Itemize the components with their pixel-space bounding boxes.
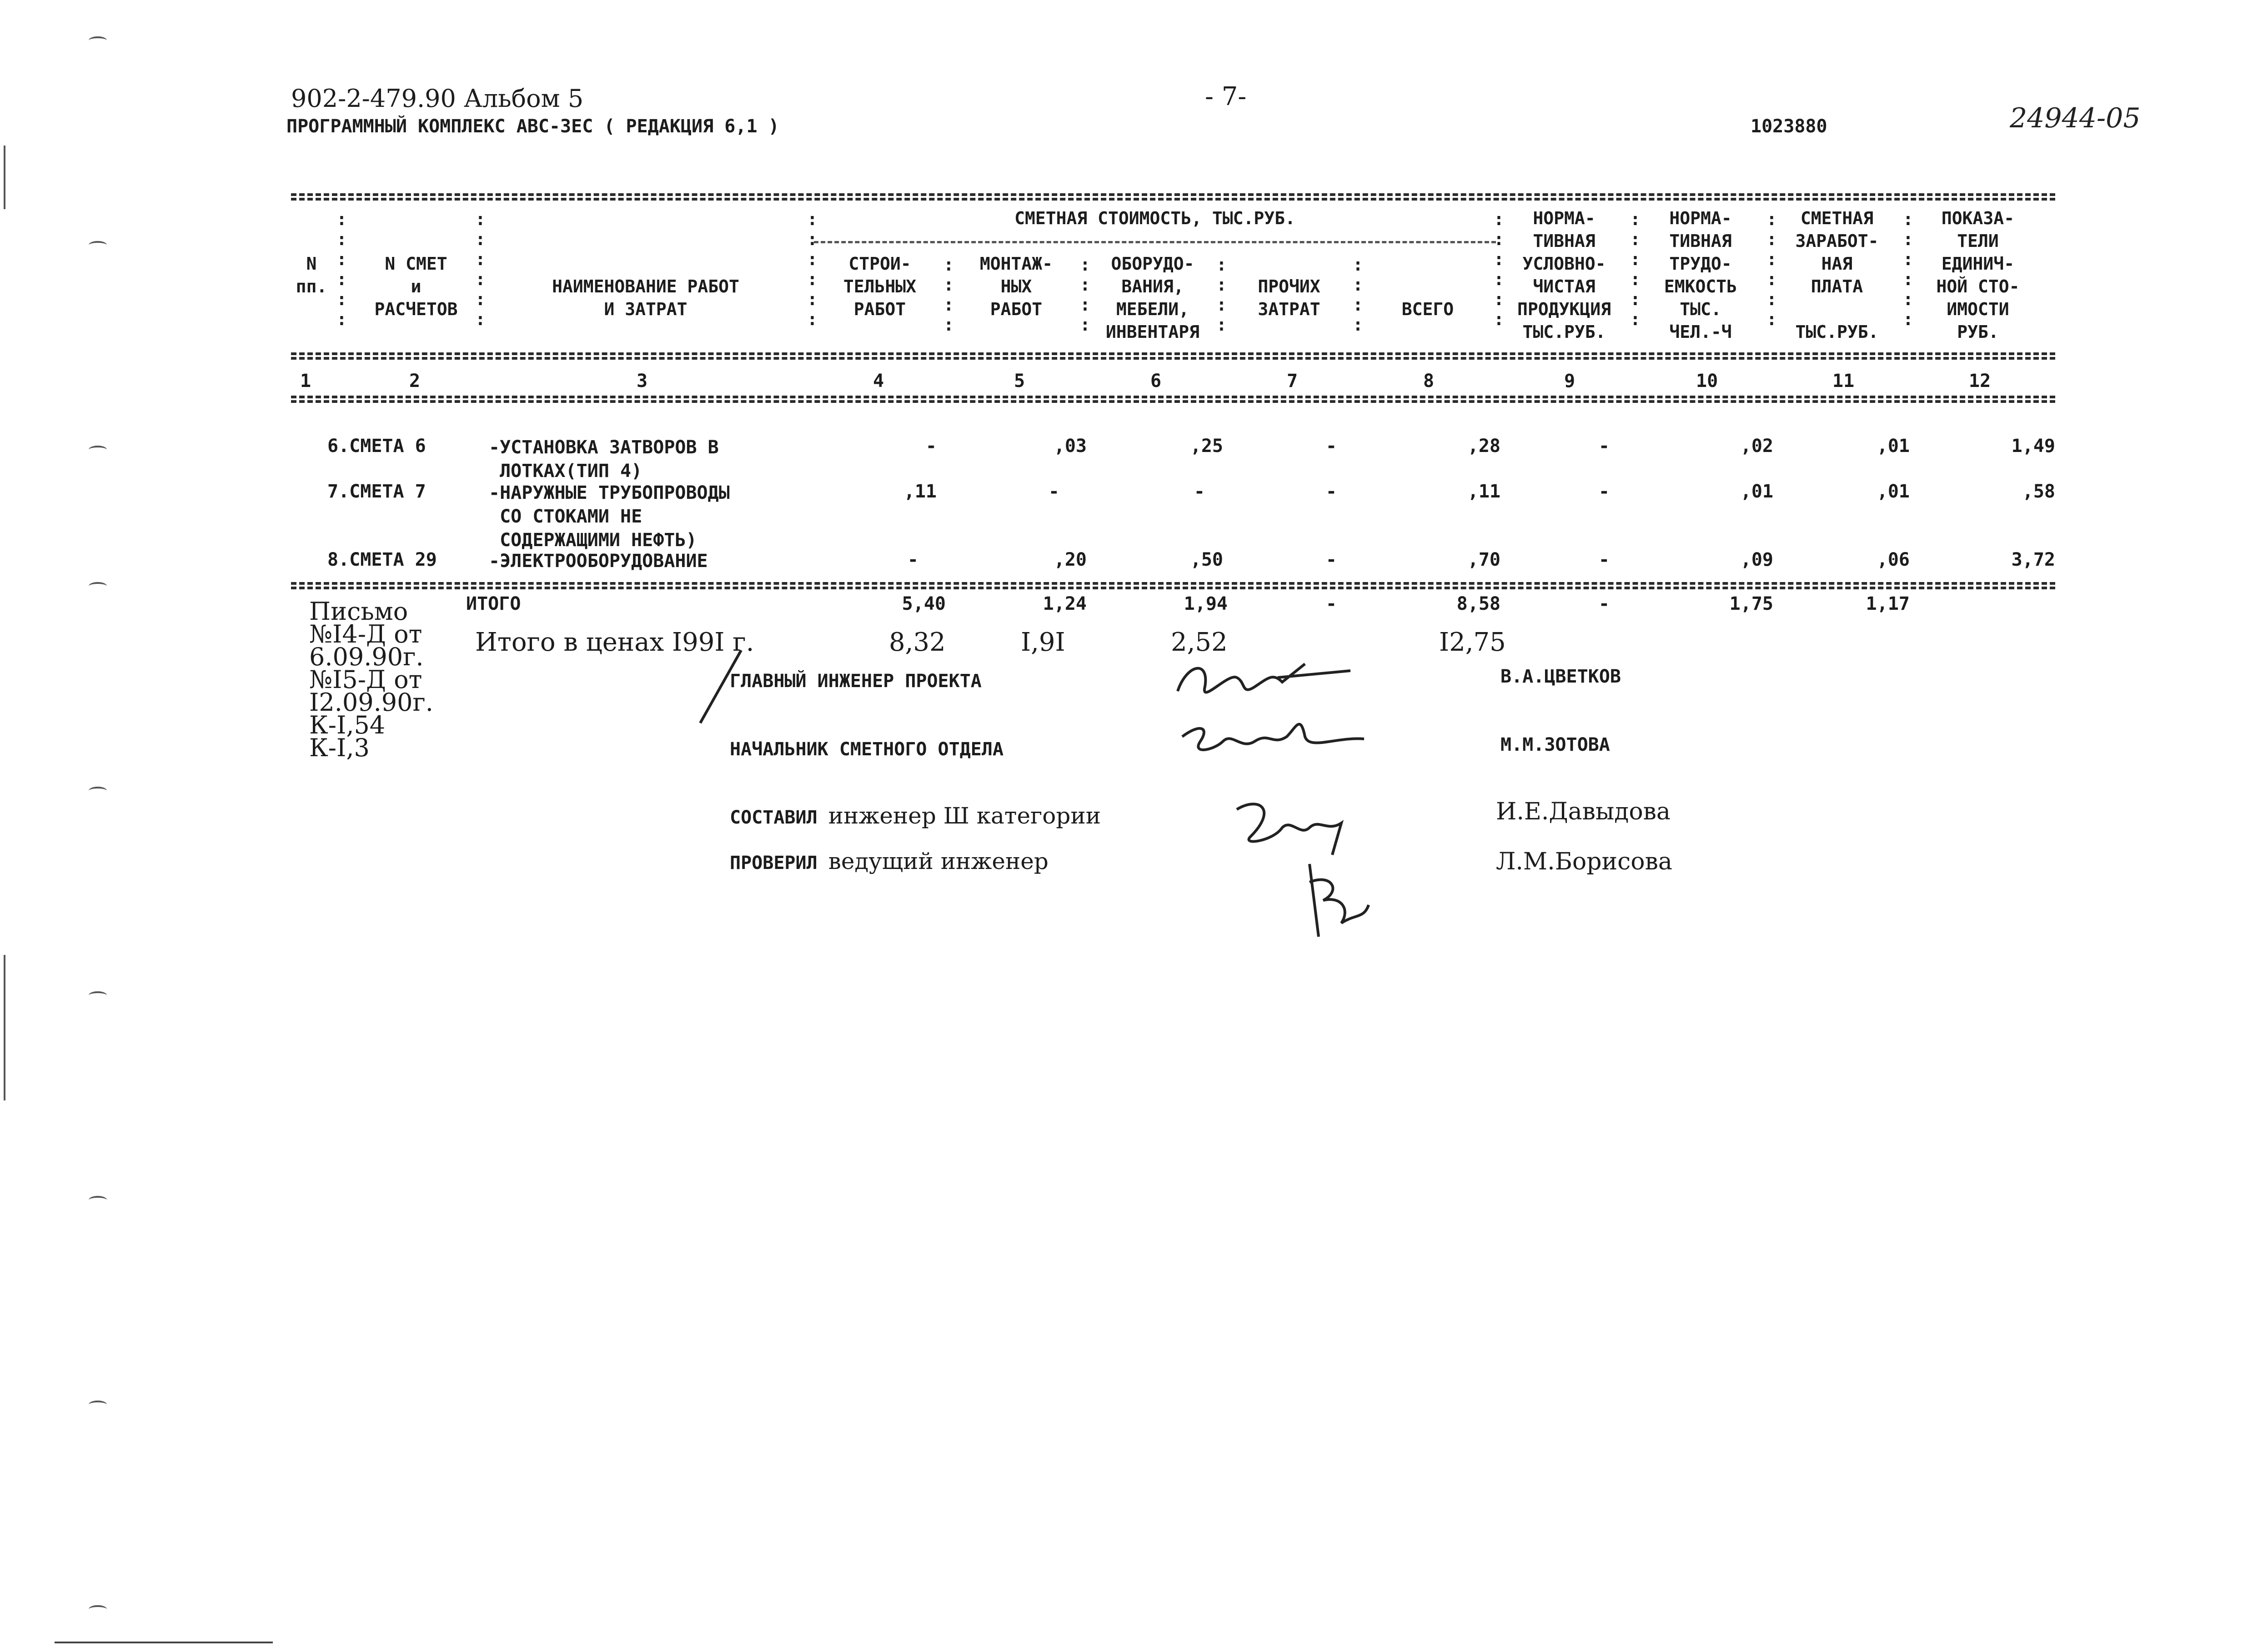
- column-separator: : : : :: [943, 255, 954, 335]
- cell-oborud: ,50: [1190, 549, 1223, 570]
- header-cost-group: СМЕТНАЯ СТОИМОСТЬ, ТЫС.РУБ.: [1014, 208, 1295, 228]
- side-note-line: I2.09.90г.: [309, 688, 433, 717]
- punch-mark: [89, 787, 107, 795]
- row-id: 6.СМЕТА 6: [327, 436, 426, 457]
- side-note-line: Письмо: [309, 597, 408, 626]
- signature-scribble: [1223, 791, 1369, 859]
- column-number: 12: [1969, 371, 1991, 392]
- total-zarplata: 1,17: [1866, 593, 1910, 614]
- signature-title: ГЛАВНЫЙ ИНЖЕНЕР ПРОЕКТА: [730, 671, 982, 692]
- total-1991-label: Итого в ценах I99I г.: [475, 628, 754, 657]
- cell-montazh: ,20: [1054, 549, 1087, 570]
- column-separator: : : : : : :: [1630, 209, 1641, 329]
- column-separator: : : : : : :: [1766, 209, 1777, 329]
- total-1991-vsego: I2,75: [1439, 628, 1506, 657]
- cell-vsego: ,11: [1467, 481, 1500, 502]
- binding-line: [4, 955, 5, 1100]
- column-number: 7: [1287, 371, 1298, 392]
- body-bottom-rule: [291, 582, 2055, 585]
- cell-stroi: -: [925, 436, 937, 457]
- signature-name: Л.М.Борисова: [1496, 848, 1672, 875]
- row-id: 8.СМЕТА 29: [327, 549, 437, 570]
- header-smet: N СМЕТ и РАСЧЕТОВ: [374, 254, 458, 319]
- cell-zarplata: ,01: [1877, 481, 1910, 502]
- column-separator: : : : : : :: [1494, 209, 1504, 329]
- header-bottom-rule: [291, 352, 2055, 355]
- total-1991-montazh: I,9I: [1021, 628, 1065, 657]
- cell-zarplata: ,06: [1877, 549, 1910, 570]
- cell-stroi: -: [907, 549, 918, 570]
- column-number: 10: [1696, 371, 1718, 392]
- cell-zarplata: ,01: [1877, 436, 1910, 457]
- total-prochih: -: [1325, 593, 1337, 614]
- cell-normprod: -: [1598, 549, 1610, 570]
- row-id: 7.СМЕТА 7: [327, 481, 426, 502]
- punch-mark: [89, 446, 107, 454]
- cell-prochih: -: [1325, 436, 1337, 457]
- total-stroi: 5,40: [902, 593, 946, 614]
- cell-normprod: -: [1598, 481, 1610, 502]
- total-normprod: -: [1598, 593, 1610, 614]
- album-title: 902-2-479.90 Альбом 5: [291, 84, 584, 113]
- header-stroi: СТРОИ- ТЕЛЬНЫХ РАБОТ: [843, 254, 917, 319]
- table-top-rule: [291, 198, 2055, 201]
- punch-mark: [89, 1401, 107, 1409]
- column-number: 9: [1564, 371, 1576, 392]
- column-number: 4: [873, 371, 884, 392]
- body-bottom-rule: [291, 587, 2055, 589]
- cell-trudo: ,02: [1740, 436, 1773, 457]
- total-label: ИТОГО: [466, 593, 521, 614]
- cell-normprod: -: [1598, 436, 1610, 457]
- side-note-line: 6.09.90г.: [309, 643, 424, 671]
- signature-title: ПРОВЕРИЛ ведущий инженер: [730, 848, 1049, 874]
- row-name: -НАРУЖНЫЕ ТРУБОПРОВОДЫ СО СТОКАМИ НЕ СОДЕРЖАЩИМИ НЕФТЬ): [489, 482, 730, 551]
- column-number: 5: [1014, 371, 1025, 392]
- header-name: НАИМЕНОВАНИЕ РАБОТ И ЗАТРАТ: [552, 276, 739, 319]
- cell-pokaz: 3,72: [2011, 549, 2055, 570]
- cell-vsego: ,70: [1467, 549, 1500, 570]
- column-separator: : : : : : :: [475, 209, 486, 329]
- page-bottom-edge: [55, 1642, 273, 1643]
- column-separator: : : : :: [1353, 255, 1363, 335]
- cell-oborud: ,25: [1190, 436, 1223, 457]
- table-top-rule: [291, 193, 2055, 196]
- side-note-line: К-I,54: [309, 711, 386, 739]
- header-n: N пп.: [296, 254, 327, 296]
- header-trudo: НОРМА- ТИВНАЯ ТРУДО- ЕМКОСТЬ ТЫС. ЧЕЛ.-Ч: [1664, 208, 1737, 342]
- column-separator: : : : :: [1080, 255, 1090, 335]
- signature-name: В.А.ЦВЕТКОВ: [1500, 666, 1621, 687]
- side-note-line: №I5-Д от: [309, 665, 422, 694]
- header-oborud: ОБОРУДО- ВАНИЯ, МЕБЕЛИ, ИНВЕНТАРЯ: [1106, 254, 1199, 342]
- punch-mark: [89, 36, 107, 45]
- column-separator: : : : : : :: [807, 209, 818, 329]
- binding-line: [4, 146, 5, 209]
- signature-scribble: [1291, 855, 1382, 946]
- cell-montazh: ,03: [1054, 436, 1087, 457]
- punch-mark: [89, 241, 107, 249]
- punch-mark: [89, 1196, 107, 1204]
- header-vsego: ВСЕГО: [1401, 299, 1454, 319]
- total-trudo: 1,75: [1729, 593, 1773, 614]
- signature-name: М.М.ЗОТОВА: [1500, 734, 1610, 755]
- cell-vsego: ,28: [1467, 436, 1500, 457]
- column-separator: : : : :: [1216, 255, 1227, 335]
- row-name: -ЭЛЕКТРООБОРУДОВАНИЕ: [489, 551, 708, 572]
- cell-trudo: ,09: [1740, 549, 1773, 570]
- column-number: 11: [1832, 371, 1855, 392]
- column-number: 8: [1423, 371, 1435, 392]
- document-code: 1023880: [1751, 116, 1827, 137]
- signature-title: НАЧАЛЬНИК СМЕТНОГО ОТДЕЛА: [730, 739, 1004, 760]
- column-number: 2: [409, 371, 421, 392]
- header-bottom-rule: [291, 357, 2055, 360]
- punch-mark: [89, 991, 107, 999]
- stamp-number: 24944-05: [2010, 102, 2141, 134]
- cell-pokaz: 1,49: [2011, 436, 2055, 457]
- column-separator: : : : : : :: [336, 209, 347, 329]
- header-prochih: ПРОЧИХ ЗАТРАТ: [1258, 276, 1320, 319]
- side-note-line: №I4-Д от: [309, 620, 422, 648]
- total-1991-stroi: 8,32: [889, 628, 946, 657]
- cell-prochih: -: [1325, 549, 1337, 570]
- side-note-line: К-I,3: [309, 733, 370, 762]
- total-oborud: 1,94: [1184, 593, 1228, 614]
- program-title: ПРОГРАММНЫЙ КОМПЛЕКС АВС-3ЕС ( РЕДАКЦИЯ 6,1 ): [286, 116, 779, 137]
- cell-trudo: ,01: [1740, 481, 1773, 502]
- column-number: 3: [637, 371, 648, 392]
- header-normprod: НОРМА- ТИВНАЯ УСЛОВНО- ЧИСТАЯ ПРОДУКЦИЯ ТЫС.РУБ.: [1517, 208, 1611, 342]
- row-name: -УСТАНОВКА ЗАТВОРОВ В ЛОТКАХ(ТИП 4): [489, 437, 719, 482]
- signature-name: И.Е.Давыдова: [1496, 798, 1671, 825]
- total-vsego: 8,58: [1456, 593, 1500, 614]
- cell-montazh: -: [1048, 481, 1059, 502]
- numbers-bottom-rule: [291, 396, 2055, 398]
- header-zarplata: СМЕТНАЯ ЗАРАБОТ- НАЯ ПЛАТА ТЫС.РУБ.: [1795, 208, 1879, 342]
- header-pokaz: ПОКАЗА- ТЕЛИ ЕДИНИЧ- НОЙ СТО- ИМОСТИ РУБ.: [1936, 208, 2020, 342]
- signature-title: СОСТАВИЛ инженер Ш категории: [730, 803, 1101, 829]
- column-number: 1: [300, 371, 311, 392]
- cell-oborud: -: [1194, 481, 1205, 502]
- signature-scribble: [1173, 709, 1373, 764]
- column-separator: : : : : : :: [1903, 209, 1913, 329]
- cell-pokaz: ,58: [2022, 481, 2055, 502]
- side-note: [309, 597, 433, 762]
- page-number: - 7-: [1205, 82, 1247, 111]
- punch-mark: [89, 1605, 107, 1613]
- header-montazh: МОНТАЖ- НЫХ РАБОТ: [979, 254, 1053, 319]
- cell-stroi: ,11: [903, 481, 937, 502]
- column-number: 6: [1150, 371, 1162, 392]
- signature-scribble: [1169, 646, 1360, 709]
- numbers-bottom-rule: [291, 400, 2055, 403]
- cell-prochih: -: [1325, 481, 1337, 502]
- group-rule: [814, 241, 1496, 243]
- total-montazh: 1,24: [1043, 593, 1087, 614]
- total-1991-oborud: 2,52: [1171, 628, 1228, 657]
- punch-mark: [89, 582, 107, 590]
